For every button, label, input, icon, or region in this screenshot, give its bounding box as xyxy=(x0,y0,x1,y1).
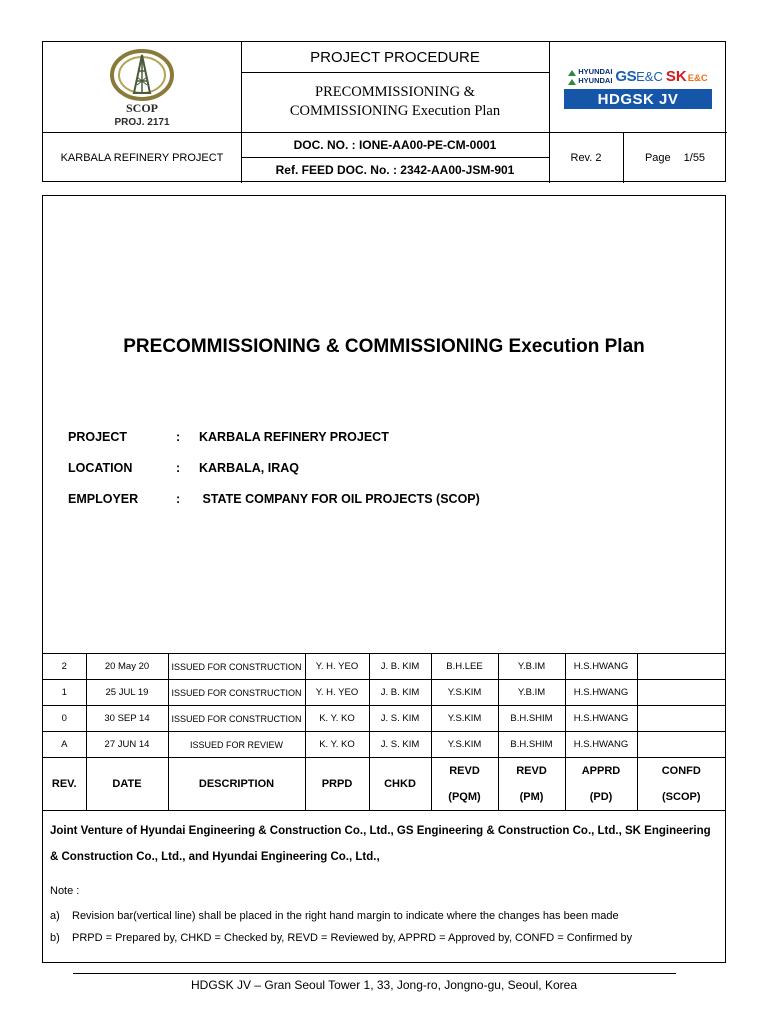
prpd-cell: Y. H. YEO xyxy=(305,654,369,680)
info-key: LOCATION xyxy=(68,461,133,475)
note-text: PRPD = Prepared by, CHKD = Checked by, REVD = Reviewed by, APPRD = Approved by, CONFD = Confirmed by xyxy=(72,932,633,944)
note-item xyxy=(50,932,632,944)
col-label: REVD xyxy=(449,765,480,777)
feed-document-number: Ref. FEED DOC. No. : 2342-AA00-JSM-901 xyxy=(275,163,515,177)
prpd-cell: Y. H. YEO xyxy=(305,680,369,706)
revd-pm-cell: B.H.SHIM xyxy=(498,706,565,732)
document-header xyxy=(42,41,726,182)
col-apprd xyxy=(565,758,637,811)
revd-pm-cell: B.H.SHIM xyxy=(498,732,565,758)
rev-cell: 1 xyxy=(43,680,86,706)
info-project xyxy=(68,430,389,444)
hyundai-label-1: HYUNDAI xyxy=(578,67,613,76)
revd-pqm-cell: Y.S.KIM xyxy=(431,680,498,706)
info-value: STATE COMPANY FOR OIL PROJECTS (SCOP) xyxy=(199,492,480,506)
info-colon: : xyxy=(176,461,181,475)
hyundai-logo xyxy=(568,67,612,85)
note-heading: Note : xyxy=(50,885,80,897)
col-chkd: CHKD xyxy=(369,758,431,811)
jv-name-badge: HDGSK JV xyxy=(564,89,712,109)
confd-cell xyxy=(637,732,725,758)
col-sublabel: (PM) xyxy=(519,791,544,803)
prpd-cell: K. Y. KO xyxy=(305,732,369,758)
col-sublabel: (SCOP) xyxy=(662,791,701,803)
document-title: PRECOMMISSIONING & COMMISSIONING Execution Plan xyxy=(123,336,645,357)
hyundai-mark-icon xyxy=(568,78,576,84)
confd-cell xyxy=(637,706,725,732)
revision-table xyxy=(43,653,725,811)
revd-pqm-cell: Y.S.KIM xyxy=(431,732,498,758)
prpd-cell: K. Y. KO xyxy=(305,706,369,732)
logo-project-number: PROJ. 2171 xyxy=(114,116,170,128)
apprd-cell: H.S.HWANG xyxy=(565,706,637,732)
info-value: KARBALA, IRAQ xyxy=(199,461,299,475)
sk-ec-label: E&C xyxy=(687,72,708,84)
confd-cell xyxy=(637,680,725,706)
info-colon: : xyxy=(176,430,181,444)
col-revd-pqm xyxy=(431,758,498,811)
confd-cell xyxy=(637,654,725,680)
revd-pm-cell: Y.B.IM xyxy=(498,680,565,706)
info-employer xyxy=(68,492,480,506)
sk-logo: SK xyxy=(665,67,687,85)
description-cell: ISSUED FOR CONSTRUCTION xyxy=(168,680,305,706)
date-cell: 30 SEP 14 xyxy=(86,706,168,732)
revd-pqm-cell: Y.S.KIM xyxy=(431,706,498,732)
revision-number: Rev. 2 xyxy=(570,151,602,164)
hyundai-label-2: HYUNDAI xyxy=(578,76,613,85)
plan-title xyxy=(241,72,549,132)
col-revd-pm xyxy=(498,758,565,811)
page-label: Page xyxy=(644,151,671,164)
info-colon: : xyxy=(176,492,181,506)
revd-pqm-cell: B.H.LEE xyxy=(431,654,498,680)
revision-row xyxy=(43,732,725,758)
revd-pm-cell: Y.B.IM xyxy=(498,654,565,680)
col-label: REVD xyxy=(516,765,547,777)
document-number: DOC. NO. : IONE-AA00-PE-CM-0001 xyxy=(293,137,497,152)
chkd-cell: J. B. KIM xyxy=(369,654,431,680)
info-key: EMPLOYER xyxy=(68,492,139,506)
logo-name: SCOP xyxy=(125,100,158,115)
info-value: KARBALA REFINERY PROJECT xyxy=(199,430,389,444)
hyundai-mark-icon xyxy=(568,69,576,75)
procedure-title: PROJECT PROCEDURE xyxy=(310,48,480,66)
note-item xyxy=(50,910,619,922)
rev-cell: 0 xyxy=(43,706,86,732)
scop-emblem-icon xyxy=(107,47,177,103)
col-description: DESCRIPTION xyxy=(168,758,305,811)
apprd-cell: H.S.HWANG xyxy=(565,654,637,680)
revision-header-row xyxy=(43,758,725,811)
chkd-cell: J. S. KIM xyxy=(369,732,431,758)
gs-logo: GS xyxy=(615,67,637,85)
info-key: PROJECT xyxy=(68,430,128,444)
date-cell: 25 JUL 19 xyxy=(86,680,168,706)
info-location xyxy=(68,461,299,475)
note-text: Revision bar(vertical line) shall be placed in the right hand margin to indicate where the changes has been made xyxy=(72,910,619,922)
col-confd xyxy=(637,758,725,811)
revision-row xyxy=(43,706,725,732)
col-date: DATE xyxy=(86,758,168,811)
note-letter: a) xyxy=(50,910,60,922)
apprd-cell: H.S.HWANG xyxy=(565,680,637,706)
note-letter: b) xyxy=(50,932,60,944)
footer-rule xyxy=(73,973,676,974)
plan-title-line-1: PRECOMMISSIONING & xyxy=(315,84,475,100)
col-prpd: PRPD xyxy=(305,758,369,811)
description-cell: ISSUED FOR REVIEW xyxy=(168,732,305,758)
page-value: 1/55 xyxy=(683,151,706,164)
chkd-cell: J. B. KIM xyxy=(369,680,431,706)
footer-address: HDGSK JV – Gran Seoul Tower 1, 33, Jong-ro, Jongno-gu, Seoul, Korea xyxy=(191,978,577,992)
description-cell: ISSUED FOR CONSTRUCTION xyxy=(168,654,305,680)
date-cell: 20 May 20 xyxy=(86,654,168,680)
col-sublabel: (PQM) xyxy=(448,791,481,803)
revision-row xyxy=(43,654,725,680)
description-cell: ISSUED FOR CONSTRUCTION xyxy=(168,706,305,732)
joint-venture-statement: Joint Venture of Hyundai Engineering & Construction Co., Ltd., GS Engineering & Construction Co., Ltd., SK Engineering & Construction Co., Ltd., and Hyundai Engineering Co., Ltd., xyxy=(50,825,711,863)
chkd-cell: J. S. KIM xyxy=(369,706,431,732)
revision-row xyxy=(43,680,725,706)
cover-body xyxy=(42,195,726,963)
col-sublabel: (PD) xyxy=(589,791,613,803)
jv-logo xyxy=(549,42,727,132)
plan-title-line-2: COMMISSIONING Execution Plan xyxy=(289,103,501,119)
date-cell: 27 JUN 14 xyxy=(86,732,168,758)
col-label: CONFD xyxy=(661,765,701,777)
project-name: KARBALA REFINERY PROJECT xyxy=(60,151,224,164)
apprd-cell: H.S.HWANG xyxy=(565,732,637,758)
col-rev: REV. xyxy=(43,758,86,811)
col-label: APPRD xyxy=(581,765,621,777)
rev-cell: A xyxy=(43,732,86,758)
gs-ec-label: E&C xyxy=(636,68,663,84)
rev-cell: 2 xyxy=(43,654,86,680)
scop-logo xyxy=(43,42,241,132)
page-number xyxy=(623,132,727,183)
